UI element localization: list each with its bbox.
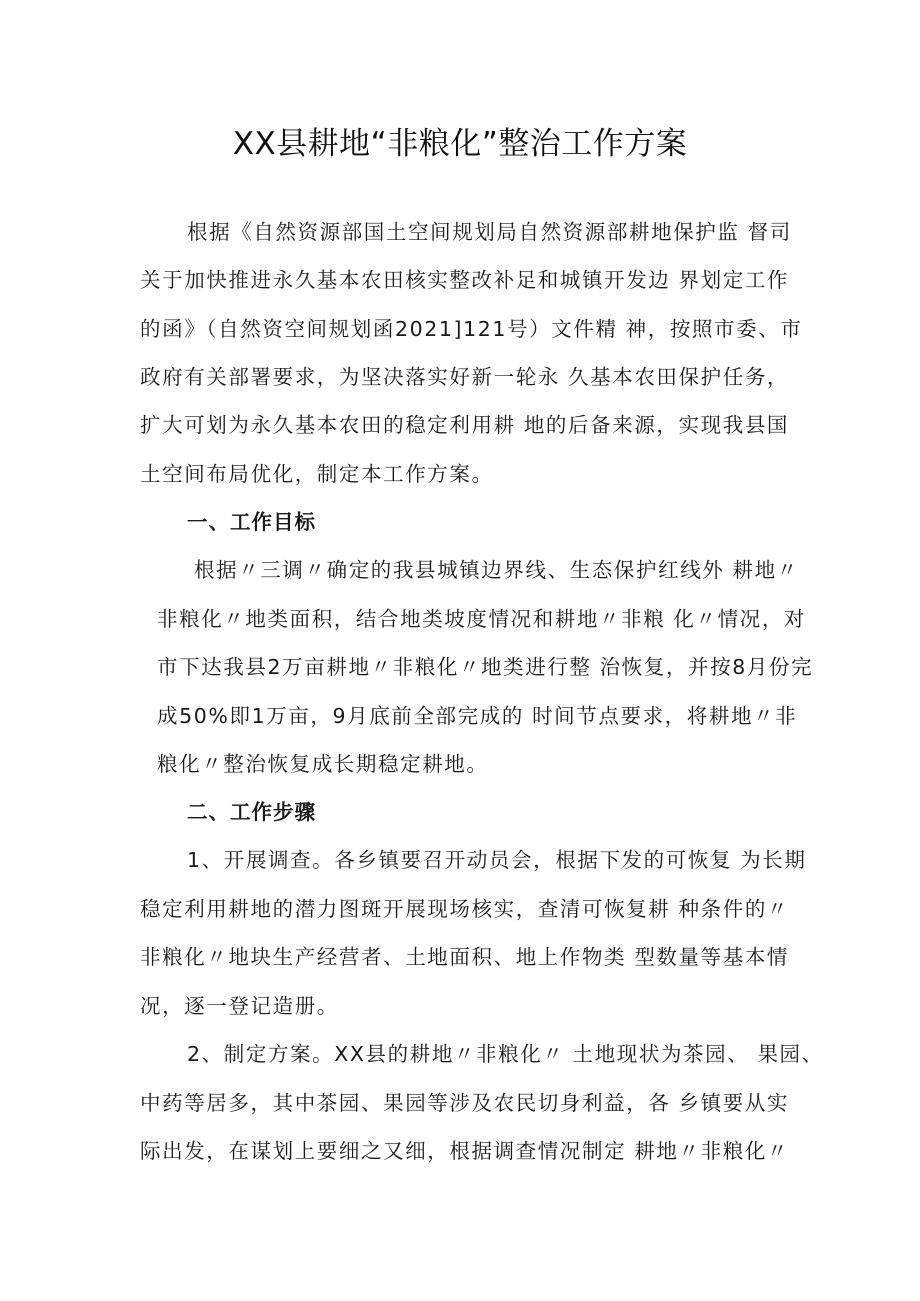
intro-line-1: 根据《自然资源部国土空间规划局自然资源部耕地保护监 督司 [187,220,792,244]
intro-line-2: 关于加快推进永久基本农田核实整改补足和城镇开发边 界划定工作 [140,268,790,292]
intro-line-3: 的函》（自然资空间规划函2021]121号）文件精 神，按照市委、市 [140,317,803,341]
section-heading-goals: 一、工作目标 [187,510,316,534]
step2-line-2: 中药等居多，其中茶园、果园等涉及农民切身利益，各 乡镇要从实 [140,1091,790,1115]
intro-line-5: 扩大可划为永久基本农田的稳定利用耕 地的后备来源，实现我县国 [140,413,790,437]
step1-line-4: 况，逐一登记造册。 [140,994,339,1018]
document-title: XX县耕地“非粮化”整治工作方案 [232,126,688,162]
goal-line-1: 根据〃三调〃确定的我县城镇边界线、生态保护红线外 耕地〃 [194,558,799,582]
goal-line-2: 非粮化〃地类面积，结合地类坡度情况和耕地〃非粮 化〃情况，对 [157,607,807,631]
goal-line-3: 市下达我县2万亩耕地〃非粮化〃地类进行整 治恢复，并按8月份完 [157,655,814,679]
step2-line-1: 2、制定方案。XX县的耕地〃非粮化〃 土地现状为茶园、 果园、 [187,1042,824,1066]
goal-line-4: 成50%即1万亩，9月底前全部完成的 时间节点要求，将耕地〃非 [157,704,798,728]
goal-line-5: 粮化〃整治恢复成长期稳定耕地。 [157,752,489,776]
step1-line-3: 非粮化〃地块生产经营者、土地面积、地上作物类 型数量等基本情 [140,945,790,969]
intro-line-4: 政府有关部署要求，为坚决落实好新一轮永 久基本农田保护任务， [140,365,790,389]
step1-line-1: 1、开展调查。各乡镇要召开动员会，根据下发的可恢复 为长期 [187,848,807,872]
step1-line-2: 稳定利用耕地的潜力图斑开展现场核实，查清可恢复耕 种条件的〃 [140,897,790,921]
step2-line-3: 际出发，在谋划上要细之又细，根据调查情况制定 耕地〃非粮化〃 [140,1139,790,1163]
section-heading-steps: 二、工作步骤 [187,800,316,824]
intro-line-6: 土空间布局优化，制定本工作方案。 [140,462,494,486]
